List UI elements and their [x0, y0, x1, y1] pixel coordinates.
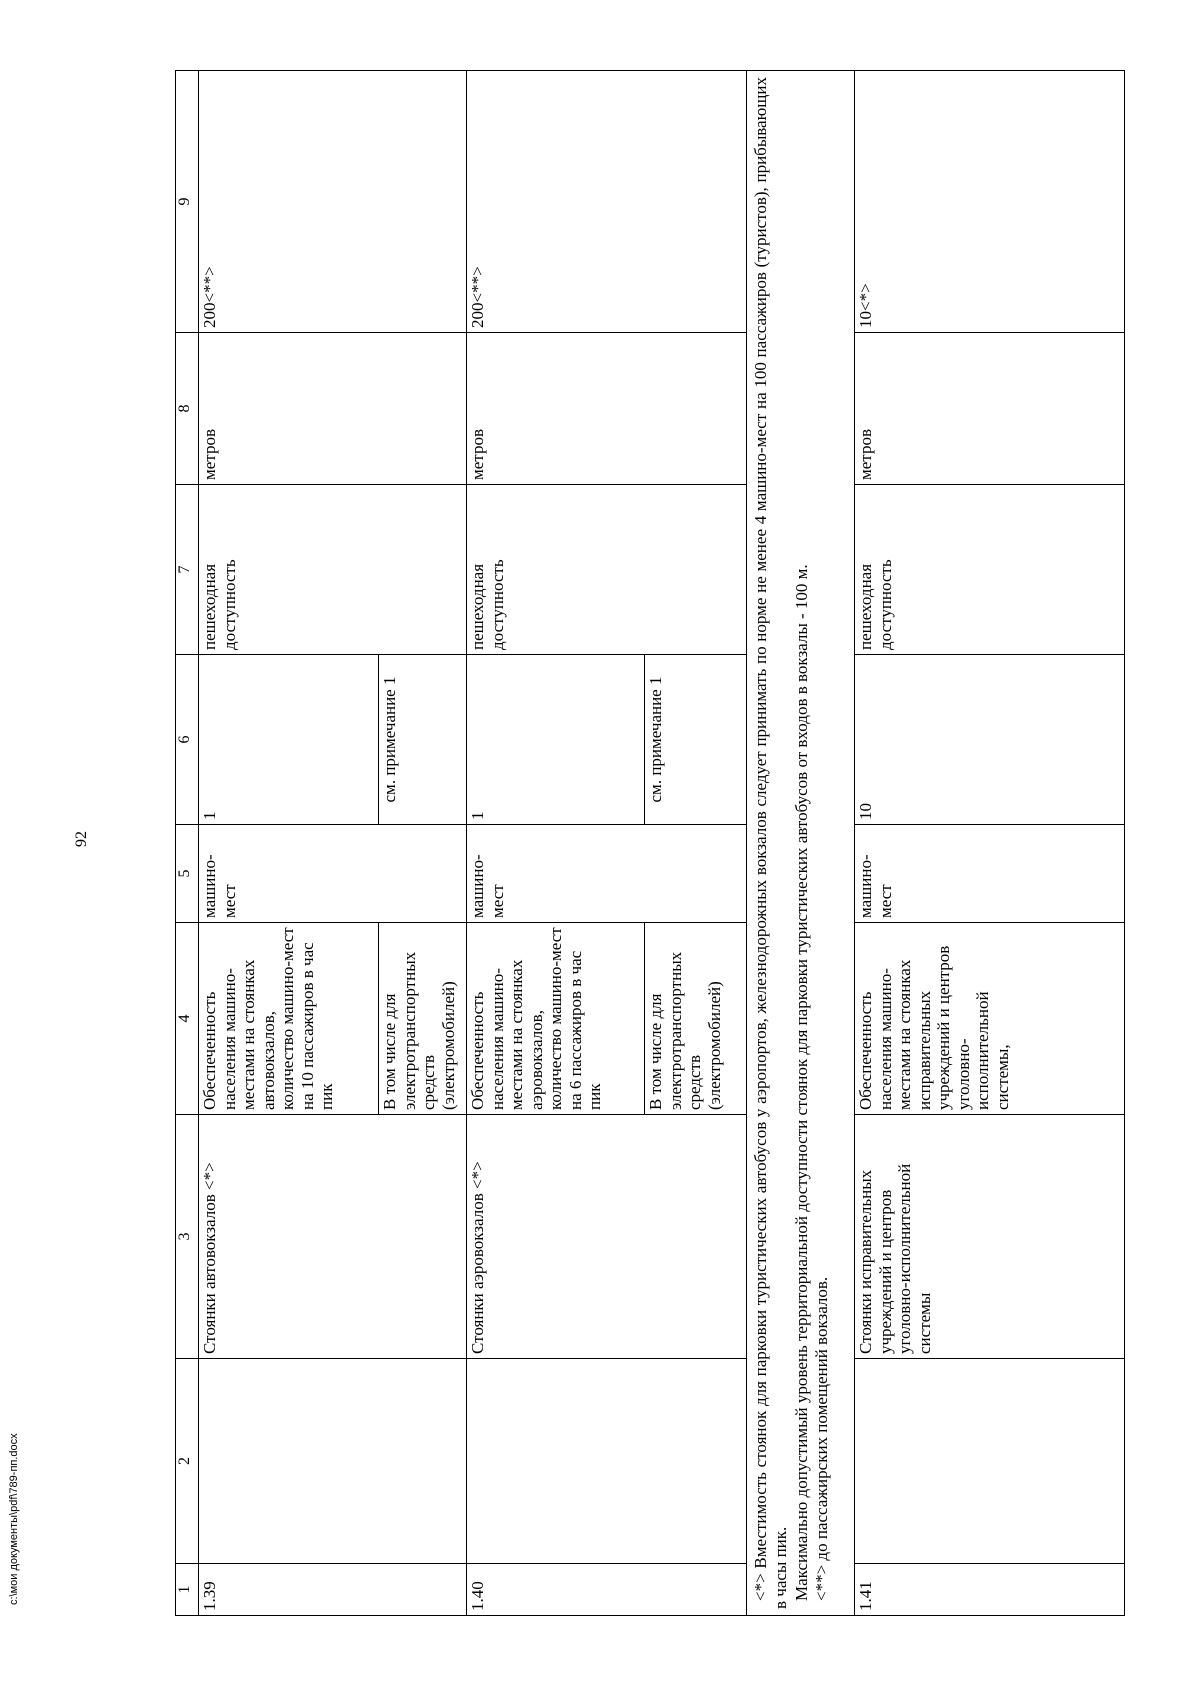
cell-acc-value: 200<**>: [199, 71, 467, 333]
cell-value: 1: [467, 655, 645, 825]
note-2: Максимально допустимый уровень территориальной доступности стоянок для парковки туристических автобусов от входов в вокзалы - 100 м.: [791, 564, 811, 1601]
cell-object: Стоянки исправительных учреждений и центров уголовно-исполнительной системы: [855, 1115, 1125, 1359]
cell-indicator: Обеспеченность населения машино-местами на стоянках автовокзалов, количество машино-мест на 10 пассажиров в час пик: [199, 923, 379, 1115]
col-header-6: 6: [176, 655, 199, 825]
cell-object: Стоянки автовокзалов <*>: [199, 1115, 467, 1359]
cell-acc-unit: метров: [467, 333, 747, 485]
cell-c2: [467, 1359, 747, 1564]
cell-num: 1.41: [855, 1564, 1125, 1616]
cell-acc-unit: метров: [855, 333, 1125, 485]
norms-table: [175, 70, 1125, 1616]
cell-accessibility: пешеходная доступность: [199, 485, 467, 655]
col-header-2: 2: [176, 1359, 199, 1564]
col-header-7: 7: [176, 485, 199, 655]
cell-num: 1.39: [199, 1564, 467, 1616]
rotated-table-container: [175, 71, 1125, 1616]
cell-value: 1: [199, 655, 379, 825]
cell-indicator: Обеспеченность населения машино-местами на стоянках исправительных учреждений и центров уголовно-исполнительной системы,: [855, 923, 1125, 1115]
header-row: [176, 71, 199, 1616]
cell-value: 10: [855, 655, 1125, 825]
table-row-1-41: [855, 71, 1125, 1616]
cell-unit: машино-мест: [467, 825, 747, 923]
cell-accessibility: пешеходная доступность: [467, 485, 747, 655]
cell-c2: [199, 1359, 467, 1564]
note-1: <*> Вместимость стоянок для парковки туристических автобусов у аэропортов, железнодорожных вокзалов следует принимать по норме не менее 4 машино-мест на 100 пассажиров (туристов), прибывающих в часы пик.: [751, 77, 791, 1609]
cell-indicator-sub: В том числе для электротранспортных средств (электромобилей): [379, 923, 467, 1115]
cell-value-sub: см. примечание 1: [645, 655, 747, 825]
cell-acc-unit: метров: [199, 333, 467, 485]
cell-acc-value: 200<**>: [467, 71, 747, 333]
col-header-5: 5: [176, 825, 199, 923]
cell-object: Стоянки аэровокзалов <*>: [467, 1115, 747, 1359]
table-row-1-39: [199, 71, 379, 1616]
col-header-4: 4: [176, 923, 199, 1115]
col-header-8: 8: [176, 333, 199, 485]
cell-unit: машино-мест: [855, 825, 1125, 923]
cell-value-sub: см. примечание 1: [379, 655, 467, 825]
cell-acc-value: 10<*>: [855, 71, 1125, 333]
cell-indicator: Обеспеченность населения машино-местами на стоянках аэровокзалов, количество машино-мест на 6 пассажиров в час пик: [467, 923, 645, 1115]
notes-cell: [747, 71, 855, 1616]
cell-unit: машино-мест: [199, 825, 467, 923]
cell-indicator-sub: В том числе для электротранспортных средств (электромобилей): [645, 923, 747, 1115]
col-header-3: 3: [176, 1115, 199, 1359]
note-3: <**> до пассажирских помещений вокзалов.: [812, 1276, 832, 1601]
cell-accessibility: пешеходная доступность: [855, 485, 1125, 655]
cell-num: 1.40: [467, 1564, 747, 1616]
footer-file-path: c:\мои документы\pdf\789-пп.docx: [8, 1433, 20, 1605]
cell-c2: [855, 1359, 1125, 1564]
page-number: 92: [73, 831, 90, 847]
col-header-9: 9: [176, 71, 199, 333]
col-header-1: 1: [176, 1564, 199, 1616]
table-row-1-40: [467, 71, 645, 1616]
notes-row: [747, 71, 855, 1616]
